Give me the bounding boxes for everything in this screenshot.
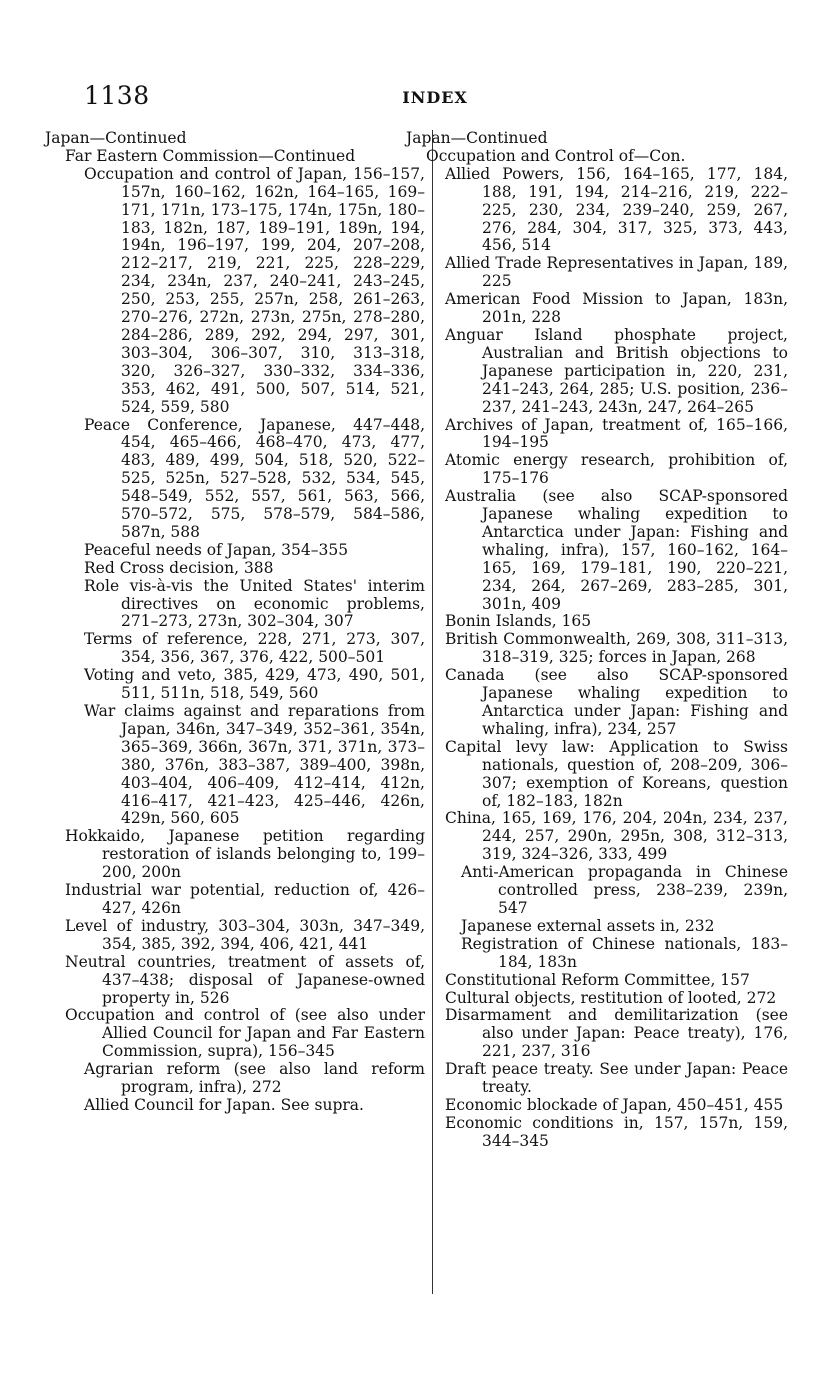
- index-entry: Atomic energy research, prohibition of, 175–176: [445, 451, 788, 488]
- index-entry: China, 165, 169, 176, 204, 204n, 234, 237, 244, 257, 290n, 295n, 308, 312–313, 319, 324–326, 333, 499: [445, 809, 788, 864]
- index-entry: Constitutional Reform Committee, 157: [445, 970, 750, 989]
- index-entry: Anguar Island phosphate project, Australian and British objections to Japanese participation in, 220, 231, 241–243, 264, 285; U.S. position, 236–237, 241–243, 243n, 247, 264–265: [445, 325, 788, 416]
- index-entry: Registration of Chinese nationals, 183–184, 183n: [461, 934, 788, 971]
- running-head: INDEX: [402, 88, 468, 107]
- index-entry: Industrial war potential, reduction of, 426–427, 426n: [65, 881, 425, 917]
- index-entry: Level of industry, 303–304, 303n, 347–349, 354, 385, 392, 394, 406, 421, 441: [65, 916, 425, 953]
- index-entry: Hokkaido, Japanese petition regarding restoration of islands belonging to, 199–200, 200n: [65, 827, 425, 882]
- index-entry: Allied Council for Japan. See supra.: [84, 1095, 364, 1114]
- index-entry: Canada (see also SCAP-sponsored Japanese whaling expedition to Antarctica under Japan: Fishing and whaling, infra), 234, 257: [445, 666, 788, 738]
- index-entry: Cultural objects, restitution of looted, 272: [445, 988, 777, 1007]
- left-column: [45, 129, 425, 1115]
- index-entry: Terms of reference, 228, 271, 273, 307, 354, 356, 367, 376, 422, 500–501: [84, 630, 425, 667]
- index-entry: Red Cross decision, 388: [84, 558, 274, 577]
- index-entry: Anti-American propaganda in Chinese controlled press, 238–239, 239n, 547: [461, 863, 788, 917]
- index-entry: Peace Conference, Japanese, 447–448, 454, 465–466, 468–470, 473, 477, 483, 489, 499, 504, 518, 520, 522–525, 525n, 527–528, 532, 534, 545, 548–549, 552, 557, 561, 563, 566, 570–572, 575, 578–579, 584–586, 587n, 588: [84, 415, 425, 541]
- index-entry: War claims against and reparations from Japan, 346n, 347–349, 352–361, 354n, 365–369, 366n, 367n, 371, 371n, 373–380, 376n, 383–387, 389–400, 398n, 403–404, 406–409, 412–414, 412n, 416–417, 421–423, 425–446, 426n, 429n, 560, 605: [84, 702, 425, 828]
- index-entry: British Commonwealth, 269, 308, 311–313, 318–319, 325; forces in Japan, 268: [445, 630, 788, 667]
- index-entry: Archives of Japan, treatment of, 165–166, 194–195: [445, 415, 788, 452]
- index-entry: Occupation and Control of—Con.: [426, 146, 686, 165]
- index-entry: Neutral countries, treatment of assets of, 437–438; disposal of Japanese-owned property in, 526: [65, 952, 425, 1007]
- index-entry: Far Eastern Commission—Continued: [65, 146, 356, 165]
- right-column: [406, 129, 788, 1151]
- column-divider: [432, 130, 433, 1294]
- index-entry: Disarmament and demilitarization (see also under Japan: Peace treaty), 176, 221, 237, 316: [445, 1006, 788, 1061]
- index-entry: Bonin Islands, 165: [445, 612, 592, 631]
- index-entry: Japan—Continued: [45, 129, 187, 147]
- index-entry: American Food Mission to Japan, 183n, 201n, 228: [445, 290, 788, 327]
- index-entry: Occupation and control of (see also under Allied Council for Japan and Far Eastern Commission, supra), 156–345: [65, 1006, 425, 1061]
- index-entry: Japanese external assets in, 232: [461, 916, 715, 935]
- index-entry: Economic blockade of Japan, 450–451, 455: [445, 1095, 784, 1114]
- index-entry: Japan—Continued: [406, 129, 548, 147]
- index-entry: Economic conditions in, 157, 157n, 159, 344–345: [445, 1113, 788, 1150]
- index-entry: Australia (see also SCAP-sponsored Japanese whaling expedition to Antarctica under Japan: Fishing and whaling, infra), 157, 160–162, 164–165, 169, 179–181, 190, 220–221, 234, 264, 267–269, 283–285, 301, 301n, 409: [445, 487, 788, 613]
- index-entry: Occupation and control of Japan, 156–157, 157n, 160–162, 162n, 164–165, 169–171, 171n, 173–175, 174n, 175n, 180–183, 182n, 187, 189–191, 189n, 194, 194n, 196–197, 199, 204, 207–208, 212–217, 219, 221, 225, 228–229, 234, 234n, 237, 240–241, 243–245, 250, 253, 255, 257n, 258, 261–263, 270–276, 272n, 273n, 275n, 278–280, 284–286, 289, 292, 294, 297, 301, 303–304, 306–307, 310, 313–318, 320, 326–327, 330–332, 334–336, 353, 462, 491, 500, 507, 514, 521, 524, 559, 580: [84, 164, 425, 416]
- index-entry: Allied Trade Representatives in Japan, 189, 225: [445, 254, 788, 291]
- index-entry: Draft peace treaty. See under Japan: Peace treaty.: [445, 1060, 788, 1097]
- index-entry: Role vis-à-vis the United States' interim directives on economic problems, 271–273, 273n, 302–304, 307: [84, 576, 425, 631]
- index-entry: Capital levy law: Application to Swiss nationals, question of, 208–209, 306–307; exemption of Koreans, question of, 182–183, 182n: [445, 737, 788, 810]
- index-entry: Peaceful needs of Japan, 354–355: [84, 540, 349, 559]
- index-entry: Allied Powers, 156, 164–165, 177, 184, 188, 191, 194, 214–216, 219, 222–225, 230, 234, 239–240, 259, 267, 276, 284, 304, 317, 325, 373, 443, 456, 514: [445, 164, 788, 255]
- page-number: 1138: [84, 81, 150, 110]
- index-entry: Voting and veto, 385, 429, 473, 490, 501, 511, 511n, 518, 549, 560: [84, 666, 425, 703]
- index-entry: Agrarian reform (see also land reform program, infra), 272: [84, 1060, 425, 1097]
